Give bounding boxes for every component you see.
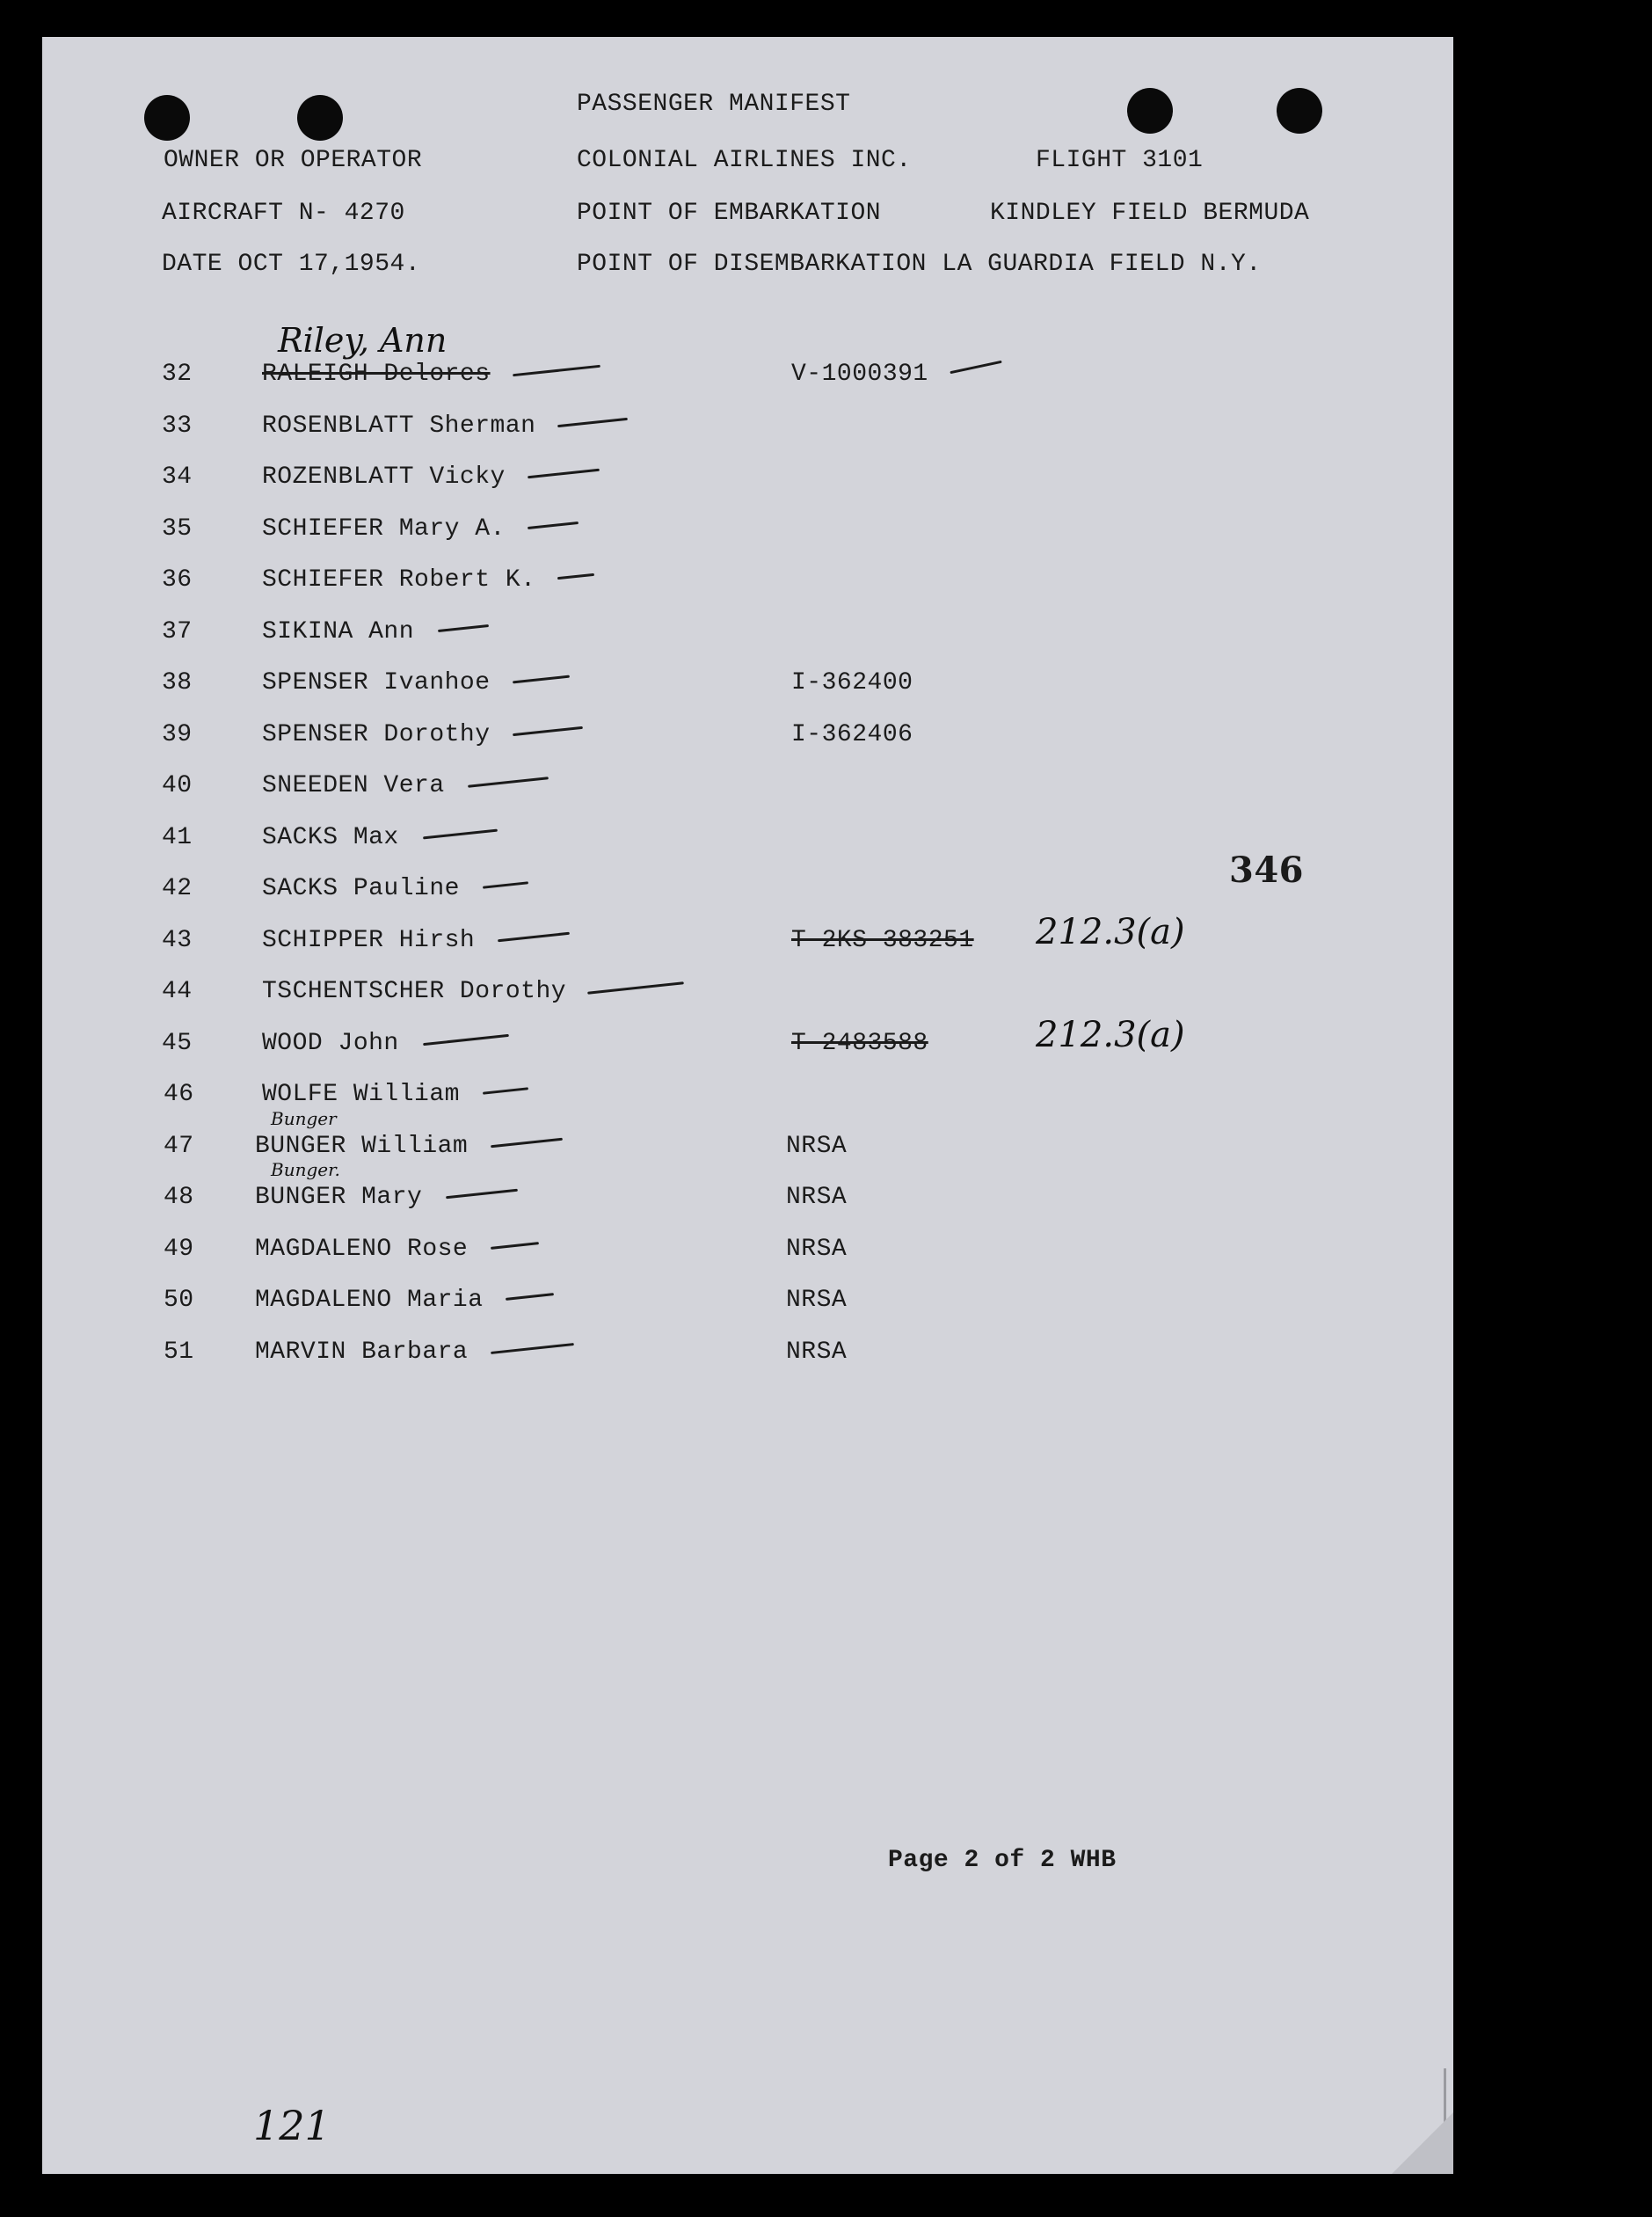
embarkation-value: KINDLEY FIELD BERMUDA [990,200,1310,227]
passenger-number: 33 [162,412,193,440]
check-dash [423,829,498,840]
page-fold-corner [1392,2112,1453,2174]
check-dash [528,521,579,529]
passenger-number: 37 [162,618,193,645]
passenger-document: NRSA [786,1338,848,1366]
passenger-number: 48 [164,1184,194,1211]
passenger-number: 34 [162,463,193,491]
manifest-title: PASSENGER MANIFEST [577,91,851,118]
passenger-name: SCHIEFER Mary A. [262,515,506,543]
check-dash [557,418,628,427]
passenger-name: BUNGER William [255,1133,469,1160]
passenger-document: V-1000391 [791,361,928,388]
flight-date: DATE OCT 17,1954. [162,251,421,278]
passenger-name: ROZENBLATT Vicky [262,463,506,491]
flight-number: FLIGHT 3101 [1036,147,1204,174]
passenger-name: SNEEDEN Vera [262,772,445,799]
check-dash [468,777,549,788]
passenger-number: 49 [164,1236,194,1263]
check-dash [528,469,600,479]
passenger-number: 38 [162,669,193,696]
passenger-name: RALEIGH Delores [262,361,491,388]
check-dash [491,1242,539,1250]
passenger-document: I-362400 [791,669,913,696]
passenger-number: 43 [162,927,193,954]
handwritten-correction: Riley, Ann [278,321,448,360]
passenger-name: SPENSER Ivanhoe [262,669,491,696]
check-dash [513,726,583,736]
passenger-name: MAGDALENO Maria [255,1287,484,1314]
passenger-document: NRSA [786,1236,848,1263]
check-dash [506,1293,554,1301]
check-dash [483,1087,528,1094]
passenger-number: 36 [162,566,193,594]
check-dash [950,361,1001,374]
manifest-page [42,37,1453,2174]
passenger-name: SACKS Max [262,824,399,851]
passenger-name: BUNGER Mary [255,1184,423,1211]
handwritten-correction: Bunger. [271,1159,340,1180]
passenger-name: SCHIPPER Hirsh [262,927,476,954]
embarkation-label: POINT OF EMBARKATION [577,200,882,227]
check-dash [513,675,570,684]
passenger-name: TSCHENTSCHER Dorothy [262,978,567,1005]
punch-hole-left-2 [297,95,343,141]
passenger-document: NRSA [786,1287,848,1314]
handwritten-correction: Bunger [271,1108,337,1129]
passenger-number: 45 [162,1030,193,1057]
passenger-number: 46 [164,1081,194,1108]
disembarkation: POINT OF DISEMBARKATION LA GUARDIA FIELD N.Y. [577,251,1262,278]
passenger-number: 35 [162,515,193,543]
passenger-document: T-2KS 383251 [791,927,974,954]
passenger-number: 50 [164,1287,194,1314]
check-dash [483,881,528,888]
passenger-name: WOLFE William [262,1081,460,1108]
handwritten-note: 212.3(a) [1036,1015,1185,1055]
check-dash [491,1138,563,1149]
passenger-number: 39 [162,721,193,748]
passenger-name: WOOD John [262,1030,399,1057]
passenger-document: T-2483588 [791,1030,928,1057]
owner-value: COLONIAL AIRLINES INC. [577,147,912,174]
check-dash [587,981,684,994]
check-dash [446,1189,518,1200]
handwritten-note: 212.3(a) [1036,912,1185,952]
passenger-name: MAGDALENO Rose [255,1236,469,1263]
punch-hole-left-1 [144,95,190,141]
check-dash [423,1034,509,1046]
passenger-document: NRSA [786,1184,848,1211]
owner-label: OWNER OR OPERATOR [164,147,423,174]
passenger-name: MARVIN Barbara [255,1338,469,1366]
check-dash [491,1343,574,1354]
passenger-number: 44 [162,978,193,1005]
check-dash [438,624,489,632]
passenger-number: 32 [162,361,193,388]
passenger-document: I-362406 [791,721,913,748]
passenger-name: SPENSER Dorothy [262,721,491,748]
check-dash [557,573,594,580]
passenger-name: SCHIEFER Robert K. [262,566,536,594]
punch-hole-right-1 [1127,88,1173,134]
passenger-document: NRSA [786,1133,848,1160]
passenger-number: 47 [164,1133,194,1160]
passenger-number: 41 [162,824,193,851]
page-footer: Page 2 of 2 WHB [888,1847,1117,1874]
passenger-name: SACKS Pauline [262,875,460,902]
bottom-handwriting: 121 [253,2102,331,2149]
check-dash [513,365,600,376]
passenger-number: 51 [164,1338,194,1366]
punch-hole-right-2 [1277,88,1322,134]
stamp-number: 346 [1229,850,1304,891]
passenger-name: ROSENBLATT Sherman [262,412,536,440]
passenger-name: SIKINA Ann [262,618,415,645]
passenger-number: 42 [162,875,193,902]
passenger-number: 40 [162,772,193,799]
check-dash [498,932,570,943]
aircraft-number: AIRCRAFT N- 4270 [162,200,405,227]
